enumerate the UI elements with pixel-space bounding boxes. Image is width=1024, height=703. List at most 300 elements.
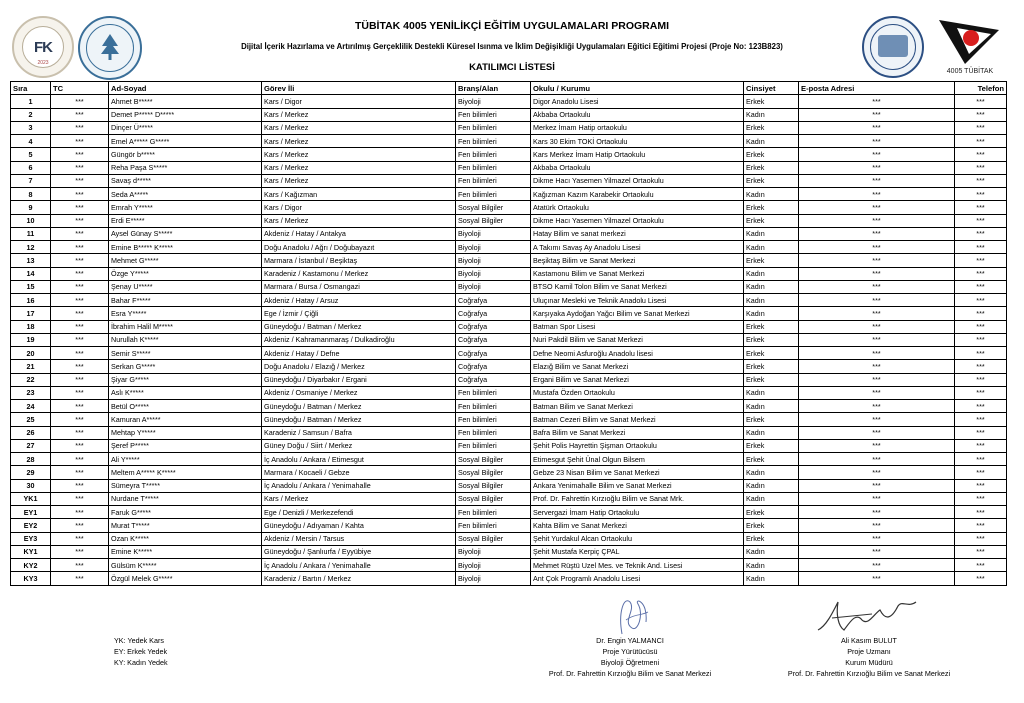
col-sira-cell: 10 [11,214,51,227]
col-eposta-cell: *** [799,506,955,519]
col-sira-cell: 14 [11,267,51,280]
col-brans-cell: Coğrafya [456,360,531,373]
col-tc-cell: *** [51,347,109,360]
signatory-role: Proje Uzmanı [847,647,891,656]
col-tc-cell: *** [51,506,109,519]
col-okul-cell: Digor Anadolu Lisesi [531,95,744,108]
col-okul-cell: Batman Bilim ve Sanat Merkezi [531,400,744,413]
col-tc-cell: *** [51,108,109,121]
legend-item: YK: Yedek Kars [114,636,164,645]
col-gorev-ili-cell: İç Anadolu / Ankara / Etimesgut [262,453,456,466]
col-eposta-cell: *** [799,413,955,426]
col-brans-cell: Coğrafya [456,347,531,360]
col-telefon-cell: *** [955,307,1007,320]
col-okul-cell: Defne Neomi Asfuroğlu Anadolu lisesi [531,347,744,360]
col-tc-cell: *** [51,400,109,413]
col-eposta-header: E-posta Adresi [799,82,955,95]
col-okul-cell: Ankara Yenimahalle Bilim ve Sanat Merkezi [531,479,744,492]
col-cinsiyet-cell: Kadın [744,386,799,399]
col-cinsiyet-cell: Erkek [744,506,799,519]
col-okul-cell: Şehit Mustafa Kerpiç ÇPAL [531,545,744,558]
col-eposta-cell: *** [799,188,955,201]
signatory-institution: Prof. Dr. Fahrettin Kırzıoğlu Bilim ve Sanat Merkezi [787,669,951,678]
col-sira-cell: KY1 [11,545,51,558]
col-telefon-cell: *** [955,532,1007,545]
col-tc-cell: *** [51,426,109,439]
col-brans-cell: Coğrafya [456,333,531,346]
table-row [11,360,1007,373]
col-tc-cell: *** [51,360,109,373]
col-ad-soyad-cell: Reha Paşa S***** [109,161,262,174]
col-eposta-cell: *** [799,373,955,386]
col-tc-cell: *** [51,572,109,585]
col-brans-cell: Biyoloji [456,241,531,254]
col-sira-cell: KY2 [11,559,51,572]
col-tc-cell: *** [51,174,109,187]
col-telefon-cell: *** [955,320,1007,333]
col-okul-cell: Nuri Pakdil Bilim ve Sanat Merkezi [531,333,744,346]
col-ad-soyad-cell: Gülsüm K***** [109,559,262,572]
col-eposta-cell: *** [799,426,955,439]
col-cinsiyet-cell: Kadın [744,479,799,492]
col-brans-cell: Fen bilimleri [456,148,531,161]
col-telefon-cell: *** [955,121,1007,134]
col-gorev-ili-cell: Akdeniz / Kahramanmaraş / Dulkadiroğlu [262,333,456,346]
col-brans-cell: Sosyal Bilgiler [456,201,531,214]
col-ad-soyad-cell: Meltem A***** K***** [109,466,262,479]
col-cinsiyet-cell: Kadın [744,135,799,148]
col-brans-cell: Sosyal Bilgiler [456,532,531,545]
col-tc-cell: *** [51,320,109,333]
col-cinsiyet-cell: Kadın [744,572,799,585]
col-tc-cell: *** [51,492,109,505]
table-row [11,532,1007,545]
col-gorev-ili-cell: Kars / Merkez [262,121,456,134]
col-eposta-cell: *** [799,214,955,227]
col-cinsiyet-cell: Erkek [744,320,799,333]
col-tc-cell: *** [51,294,109,307]
col-telefon-cell: *** [955,360,1007,373]
col-telefon-cell: *** [955,188,1007,201]
col-ad-soyad-cell: Özgül Melek G***** [109,572,262,585]
col-ad-soyad-cell: Dinçer Ü***** [109,121,262,134]
col-brans-cell: Fen bilimleri [456,439,531,452]
col-brans-cell: Sosyal Bilgiler [456,479,531,492]
col-telefon-cell: *** [955,280,1007,293]
col-telefon-cell: *** [955,333,1007,346]
col-ad-soyad-cell: Savaş d***** [109,174,262,187]
col-tc-cell: *** [51,532,109,545]
col-cinsiyet-cell: Kadın [744,307,799,320]
col-cinsiyet-cell: Erkek [744,347,799,360]
col-brans-cell: Fen bilimleri [456,400,531,413]
col-sira-cell: 16 [11,294,51,307]
col-eposta-cell: *** [799,95,955,108]
col-okul-cell: Kars 30 Ekim TOKİ Ortaokulu [531,135,744,148]
col-eposta-cell: *** [799,121,955,134]
col-tc-cell: *** [51,280,109,293]
col-telefon-cell: *** [955,373,1007,386]
col-gorev-ili-cell: Kars / Merkez [262,492,456,505]
col-telefon-cell: *** [955,453,1007,466]
table-header-row [11,82,1007,95]
tubitak-logo [935,14,1005,78]
table-row [11,254,1007,267]
col-brans-cell: Fen bilimleri [456,506,531,519]
col-brans-cell: Fen bilimleri [456,426,531,439]
col-gorev-ili-cell: Karadeniz / Kastamonu / Merkez [262,267,456,280]
col-telefon-cell: *** [955,479,1007,492]
col-tc-cell: *** [51,453,109,466]
col-brans-cell: Fen bilimleri [456,188,531,201]
col-sira-cell: 7 [11,174,51,187]
col-okul-cell: Şehit Polis Hayrettin Şişman Ortaokulu [531,439,744,452]
table-row [11,294,1007,307]
fk-logo-text: FK [34,39,52,56]
col-gorev-ili-cell: Karadeniz / Bartın / Merkez [262,572,456,585]
tubitak-caption: 4005 TÜBİTAK [946,68,994,75]
col-gorev-ili-cell: Güneydoğu / Batman / Merkez [262,413,456,426]
col-telefon-cell: *** [955,572,1007,585]
table-row [11,333,1007,346]
col-sira-cell: 22 [11,373,51,386]
col-tc-cell: *** [51,559,109,572]
table-row [11,121,1007,134]
col-cinsiyet-cell: Kadın [744,108,799,121]
col-okul-cell: Karşıyaka Aydoğan Yağcı Bilim ve Sanat Merkezi [531,307,744,320]
col-sira-cell: 23 [11,386,51,399]
col-sira-cell: 18 [11,320,51,333]
signatory-institution: Prof. Dr. Fahrettin Kırzıoğlu Bilim ve Sanat Merkezi [548,669,712,678]
col-tc-cell: *** [51,148,109,161]
table-row [11,466,1007,479]
col-sira-cell: 30 [11,479,51,492]
col-brans-cell: Fen bilimleri [456,161,531,174]
col-gorev-ili-cell: Akdeniz / Mersin / Tarsus [262,532,456,545]
col-okul-cell: Uluçınar Mesleki ve Teknik Anadolu Lisesi [531,294,744,307]
col-brans-cell: Coğrafya [456,307,531,320]
col-telefon-cell: *** [955,559,1007,572]
col-brans-cell: Biyoloji [456,254,531,267]
col-tc-cell: *** [51,373,109,386]
col-cinsiyet-cell: Kadın [744,492,799,505]
col-gorev-ili-cell: İç Anadolu / Ankara / Yenimahalle [262,559,456,572]
col-tc-cell: *** [51,413,109,426]
col-sira-cell: KY3 [11,572,51,585]
signatory-role: Proje Yürütücüsü [602,647,658,656]
col-gorev-ili-cell: Karadeniz / Samsun / Bafra [262,426,456,439]
col-eposta-cell: *** [799,360,955,373]
col-eposta-cell: *** [799,386,955,399]
col-telefon-cell: *** [955,267,1007,280]
col-okul-cell: Bafra Bilim ve Sanat Merkezi [531,426,744,439]
col-tc-cell: *** [51,227,109,240]
table-row [11,439,1007,452]
col-brans-cell: Fen bilimleri [456,108,531,121]
col-ad-soyad-cell: Şeref P***** [109,439,262,452]
signature-block-left [520,635,740,679]
col-eposta-cell: *** [799,307,955,320]
col-okul-cell: Batman Cezeri Bilim ve Sanat Merkezi [531,413,744,426]
col-cinsiyet-cell: Erkek [744,439,799,452]
col-eposta-cell: *** [799,280,955,293]
signature-block-right [764,635,974,679]
col-okul-cell: Etimesgut Şehit Ünal Olgun Bilsem [531,453,744,466]
col-brans-cell: Fen bilimleri [456,519,531,532]
col-okul-cell: Atatürk Ortaokulu [531,201,744,214]
col-gorev-ili-cell: Akdeniz / Osmaniye / Merkez [262,386,456,399]
col-telefon-cell: *** [955,386,1007,399]
col-telefon-cell: *** [955,439,1007,452]
col-gorev-ili-cell: Kars / Digor [262,95,456,108]
col-brans-cell: Fen bilimleri [456,386,531,399]
col-okul-cell: Kars Merkez İmam Hatip Ortaokulu [531,148,744,161]
col-tc-cell: *** [51,161,109,174]
col-cinsiyet-cell: Kadın [744,545,799,558]
col-tc-header: TC [51,82,109,95]
col-sira-header: Sıra [11,82,51,95]
signatory-title: Kurum Müdürü [845,658,893,667]
table-row [11,201,1007,214]
col-tc-cell: *** [51,254,109,267]
col-gorev-ili-cell: Kars / Digor [262,201,456,214]
col-gorev-ili-cell: Güney Doğu / Siirt / Merkez [262,439,456,452]
program-title: TÜBİTAK 4005 YENİLİKÇİ EĞİTİM UYGULAMALARI PROGRAMI [354,20,670,32]
col-ad-soyad-cell: Bahar F***** [109,294,262,307]
col-ad-soyad-cell: Erdi E***** [109,214,262,227]
col-eposta-cell: *** [799,466,955,479]
col-gorev-ili-cell: Ege / Denizli / Merkezefendi [262,506,456,519]
col-sira-cell: EY3 [11,532,51,545]
col-brans-header: Branş/Alan [456,82,531,95]
col-gorev-ili-cell: Güneydoğu / Batman / Merkez [262,320,456,333]
col-telefon-cell: *** [955,492,1007,505]
col-ad-soyad-cell: Emel A***** G***** [109,135,262,148]
col-telefon-header: Telefon [955,82,1007,95]
kars-logo-emblem [878,35,908,57]
col-gorev-ili-cell: Kars / Merkez [262,161,456,174]
col-ad-soyad-cell: İbrahim Halil M***** [109,320,262,333]
col-cinsiyet-cell: Erkek [744,148,799,161]
col-okul-cell: Akbaba Ortaokulu [531,161,744,174]
col-gorev-ili-cell: Güneydoğu / Şanlıurfa / Eyyübiye [262,545,456,558]
col-cinsiyet-cell: Erkek [744,532,799,545]
col-telefon-cell: *** [955,148,1007,161]
col-sira-cell: 3 [11,121,51,134]
col-cinsiyet-cell: Kadın [744,559,799,572]
col-tc-cell: *** [51,201,109,214]
col-brans-cell: Biyoloji [456,267,531,280]
col-eposta-cell: *** [799,519,955,532]
col-cinsiyet-cell: Erkek [744,333,799,346]
col-okul-cell: A Takımı Savaş Ay Anadolu Lisesi [531,241,744,254]
col-okul-cell: Beşiktaş Bilim ve Sanat Merkezi [531,254,744,267]
col-gorev-ili-cell: Kars / Merkez [262,108,456,121]
col-cinsiyet-cell: Kadın [744,267,799,280]
col-okul-cell: Servergazi İmam Hatip Ortaokulu [531,506,744,519]
table-row [11,572,1007,585]
col-sira-cell: 19 [11,333,51,346]
col-eposta-cell: *** [799,333,955,346]
col-cinsiyet-cell: Erkek [744,373,799,386]
col-gorev-ili-cell: Kars / Merkez [262,214,456,227]
col-tc-cell: *** [51,439,109,452]
signatory-name: Ali Kasım BULUT [841,636,897,645]
col-telefon-cell: *** [955,545,1007,558]
col-sira-cell: 27 [11,439,51,452]
col-sira-cell: 1 [11,95,51,108]
col-ad-soyad-cell: Mehtap Y***** [109,426,262,439]
signature-scribble-left [608,592,658,638]
col-brans-cell: Sosyal Bilgiler [456,214,531,227]
table-row [11,108,1007,121]
col-ad-soyad-cell: Esra Y***** [109,307,262,320]
col-sira-cell: 4 [11,135,51,148]
col-eposta-cell: *** [799,227,955,240]
col-cinsiyet-cell: Kadın [744,294,799,307]
col-brans-cell: Biyoloji [456,227,531,240]
col-tc-cell: *** [51,121,109,134]
col-okul-cell: Mustafa Özden Ortaokulu [531,386,744,399]
col-gorev-ili-cell: İç Anadolu / Ankara / Yenimahalle [262,479,456,492]
col-eposta-cell: *** [799,108,955,121]
col-tc-cell: *** [51,267,109,280]
col-sira-cell: 15 [11,280,51,293]
col-eposta-cell: *** [799,439,955,452]
col-ad-soyad-header: Ad-Soyad [109,82,262,95]
col-cinsiyet-cell: Erkek [744,174,799,187]
col-telefon-cell: *** [955,241,1007,254]
col-eposta-cell: *** [799,148,955,161]
col-brans-cell: Coğrafya [456,320,531,333]
col-eposta-cell: *** [799,545,955,558]
col-tc-cell: *** [51,479,109,492]
table-row [11,320,1007,333]
table-row [11,174,1007,187]
col-ad-soyad-cell: Mehmet G***** [109,254,262,267]
table-row [11,386,1007,399]
col-gorev-ili-cell: Ege / İzmir / Çiğli [262,307,456,320]
col-ad-soyad-cell: Şiyar G***** [109,373,262,386]
col-brans-cell: Sosyal Bilgiler [456,453,531,466]
col-ad-soyad-cell: Serkan G***** [109,360,262,373]
col-okul-cell: Kahta Bilim ve Sanat Merkezi [531,519,744,532]
col-brans-cell: Biyoloji [456,572,531,585]
col-okul-cell: Dikme Hacı Yasemen Yilmazel Ortaokulu [531,174,744,187]
table-row [11,267,1007,280]
project-subtitle: Dijital İçerik Hazırlama ve Artırılmış Gerçeklilik Destekli Küresel Isınma ve İklim Değişikliği Uygulamaları Eğitici Eğitimi Projesi (Proje No: 123B823) [241,42,783,51]
col-cinsiyet-cell: Kadın [744,188,799,201]
col-brans-cell: Fen bilimleri [456,174,531,187]
table-row [11,426,1007,439]
col-ad-soyad-cell: Ozan K***** [109,532,262,545]
col-cinsiyet-cell: Kadın [744,400,799,413]
table-row [11,95,1007,108]
col-cinsiyet-cell: Erkek [744,413,799,426]
col-telefon-cell: *** [955,506,1007,519]
col-okul-cell: Dikme Hacı Yasemen Yilmazel Ortaokulu [531,214,744,227]
col-okul-cell: Gebze 23 Nisan Bilim ve Sanat Merkezi [531,466,744,479]
col-eposta-cell: *** [799,161,955,174]
signature-scribble-right [812,596,922,636]
col-cinsiyet-cell: Erkek [744,519,799,532]
col-sira-cell: 6 [11,161,51,174]
col-brans-cell: Biyoloji [456,280,531,293]
col-cinsiyet-cell: Kadın [744,466,799,479]
legend-item: EY: Erkek Yedek [114,647,168,656]
col-tc-cell: *** [51,386,109,399]
participant-table [10,81,1007,586]
col-telefon-cell: *** [955,254,1007,267]
col-tc-cell: *** [51,466,109,479]
table-row [11,135,1007,148]
col-cinsiyet-cell: Erkek [744,95,799,108]
col-sira-cell: EY2 [11,519,51,532]
col-ad-soyad-cell: Özge Y***** [109,267,262,280]
col-brans-cell: Biyoloji [456,559,531,572]
document-header [0,0,1024,82]
col-sira-cell: 29 [11,466,51,479]
legend-item: KY: Kadın Yedek [114,658,168,667]
col-sira-cell: 17 [11,307,51,320]
table-row [11,479,1007,492]
col-eposta-cell: *** [799,559,955,572]
table-row [11,559,1007,572]
col-okul-cell: Hatay Bilim ve sanat merkezi [531,227,744,240]
col-sira-cell: 21 [11,360,51,373]
col-sira-cell: 13 [11,254,51,267]
col-tc-cell: *** [51,214,109,227]
table-row [11,148,1007,161]
col-tc-cell: *** [51,519,109,532]
col-gorev-ili-cell: Güneydoğu / Batman / Merkez [262,400,456,413]
col-cinsiyet-cell: Erkek [744,453,799,466]
col-gorev-ili-cell: Doğu Anadolu / Ağrı / Doğubayazıt [262,241,456,254]
col-tc-cell: *** [51,188,109,201]
col-ad-soyad-cell: Güngör b***** [109,148,262,161]
col-telefon-cell: *** [955,214,1007,227]
table-row [11,492,1007,505]
kars-governorship-logo [862,16,924,78]
col-cinsiyet-cell: Erkek [744,201,799,214]
table-row [11,280,1007,293]
col-cinsiyet-cell: Kadın [744,426,799,439]
col-brans-cell: Biyoloji [456,95,531,108]
col-cinsiyet-cell: Erkek [744,121,799,134]
col-okul-cell: Akbaba Ortaokulu [531,108,744,121]
col-ad-soyad-cell: Seda A***** [109,188,262,201]
col-gorev-ili-cell: Güneydoğu / Adıyaman / Kahta [262,519,456,532]
col-brans-cell: Fen bilimleri [456,135,531,148]
table-row [11,519,1007,532]
table-row [11,400,1007,413]
col-ad-soyad-cell: Sümeyra T***** [109,479,262,492]
col-cinsiyet-cell: Kadın [744,241,799,254]
table-body [11,95,1007,585]
col-tc-cell: *** [51,545,109,558]
col-sira-cell: 8 [11,188,51,201]
col-cinsiyet-cell: Kadın [744,227,799,240]
col-tc-cell: *** [51,241,109,254]
col-brans-cell: Fen bilimleri [456,413,531,426]
table-row [11,453,1007,466]
col-sira-cell: 9 [11,201,51,214]
col-okul-cell: Mehmet Rüştü Uzel Mes. ve Teknik And. Lisesi [531,559,744,572]
col-brans-cell: Sosyal Bilgiler [456,466,531,479]
col-telefon-cell: *** [955,135,1007,148]
col-telefon-cell: *** [955,227,1007,240]
col-ad-soyad-cell: Faruk G***** [109,506,262,519]
